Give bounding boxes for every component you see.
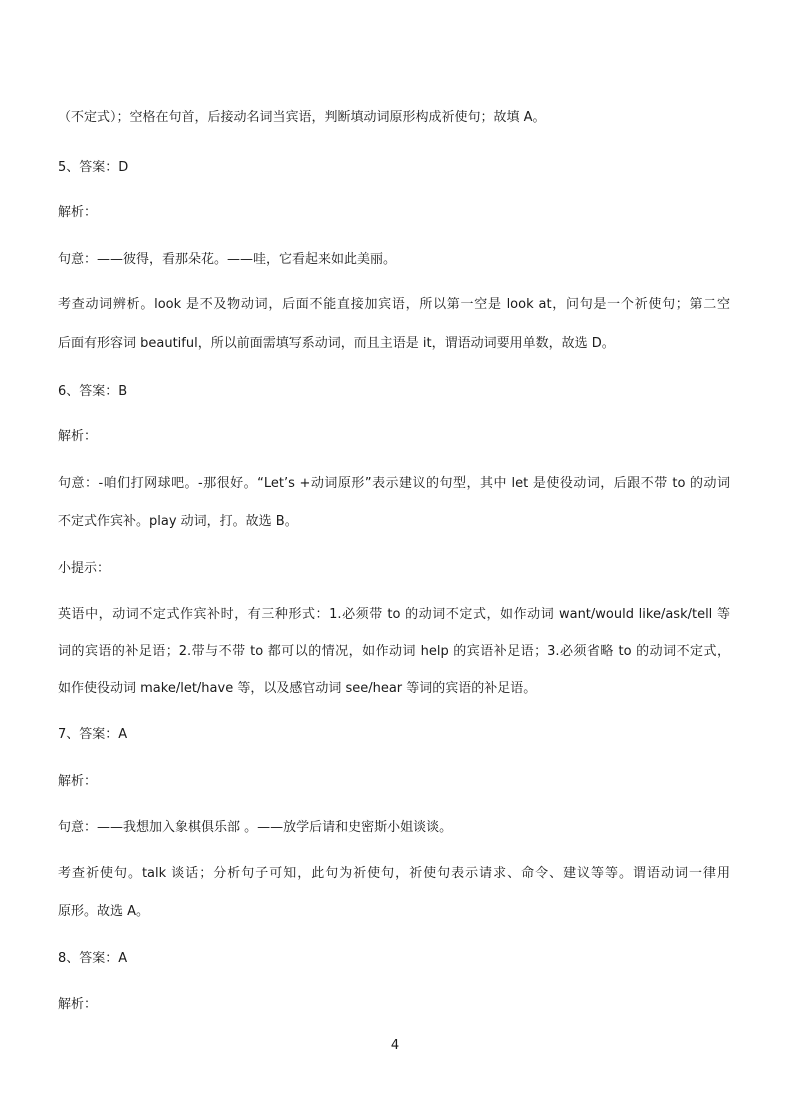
answer-heading: 5、答案：D xyxy=(58,160,129,175)
analysis-label: 解析： xyxy=(58,997,98,1012)
text-line: 后面有形容词 beautiful，所以前面需填写系动词，而且主语是 it，谓语动词要用单数，故选 D。 xyxy=(58,336,615,351)
text-line: （不定式）；空格在句首，后接动名词当宾语，判断填动词原形构成祈使句；故填 A。 xyxy=(58,110,546,125)
page-number: 4 xyxy=(390,1038,400,1053)
answer-heading: 6、答案：B xyxy=(58,384,128,399)
text-line: 考查祈使句。talk 谈话；分析句子可知，此句为祈使句，祈使句表示请求、命令、建议等等。谓语动词一律用 xyxy=(58,866,730,881)
answer-heading: 8、答案：A xyxy=(58,951,128,966)
text-line: 英语中，动词不定式作宾补时，有三种形式：1.必须带 to 的动词不定式，如作动词 want/would like/ask/tell 等 xyxy=(58,607,730,622)
text-line: 考查动词辨析。look 是不及物动词，后面不能直接加宾语，所以第一空是 look at，问句是一个祈使句；第二空 xyxy=(58,297,730,312)
text-line: 原形。故选 A。 xyxy=(58,904,150,919)
analysis-label: 解析： xyxy=(58,205,98,220)
text-line: 句意：-咱们打网球吧。-那很好。“Let’s +动词原形”表示建议的句型，其中 let 是使役动词，后跟不带 to 的动词 xyxy=(58,476,730,491)
text-line: 不定式作宾补。play 动词，打。故选 B。 xyxy=(58,514,298,529)
answer-heading: 7、答案：A xyxy=(58,727,128,742)
tip-label: 小提示： xyxy=(58,561,111,576)
analysis-label: 解析： xyxy=(58,429,98,444)
text-line: 句意：——彼得，看那朵花。——哇，它看起来如此美丽。 xyxy=(58,252,397,267)
text-line: 句意：——我想加入象棋俱乐部 。——放学后请和史密斯小姐谈谈。 xyxy=(58,820,453,835)
text-line: 如作使役动词 make/let/have 等，以及感官动词 see/hear 等词的宾语的补足语。 xyxy=(58,681,537,696)
analysis-label: 解析： xyxy=(58,774,98,789)
text-line: 词的宾语的补足语；2.带与不带 to 都可以的情况，如作动词 help 的宾语补足语；3.必须省略 to 的动词不定式， xyxy=(58,644,730,659)
